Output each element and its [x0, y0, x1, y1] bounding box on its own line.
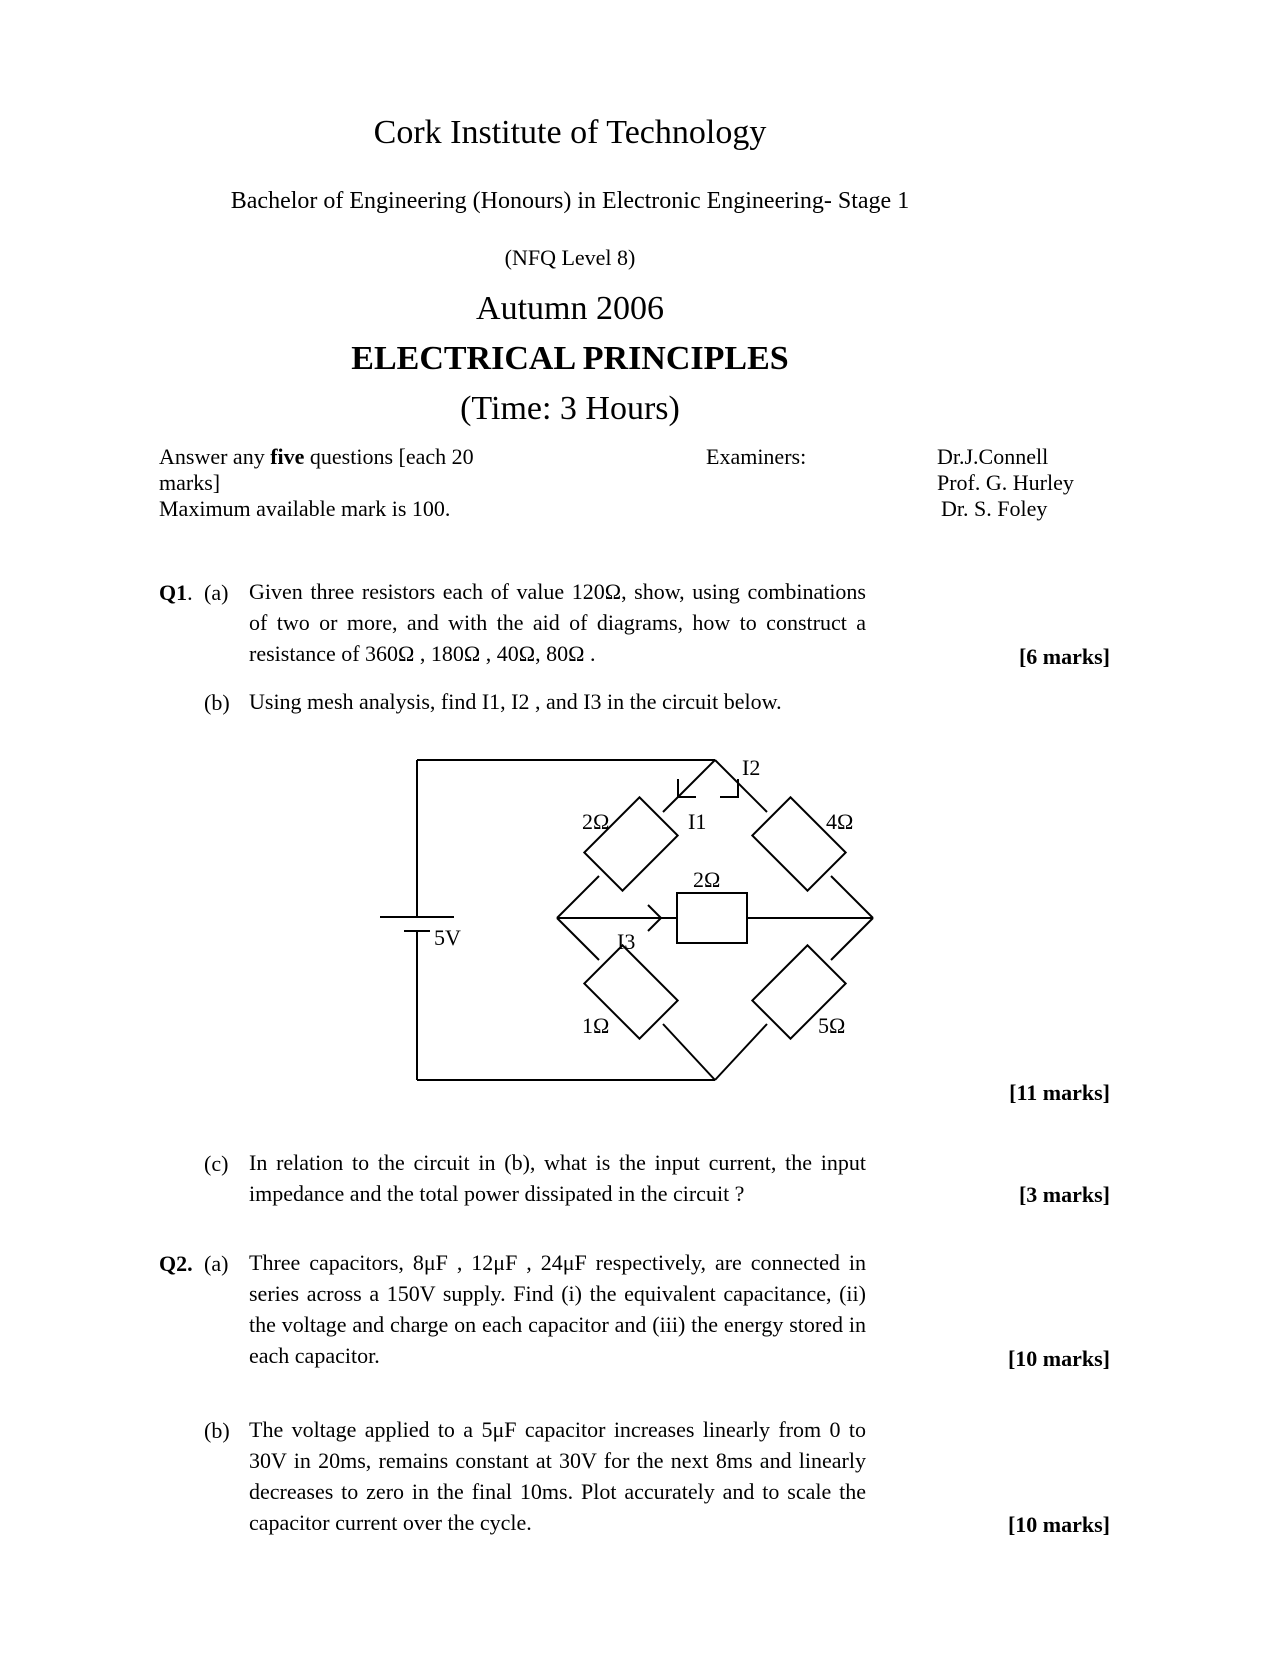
- q2-label: Q2.: [159, 1251, 193, 1276]
- q1-label: Q1.: [159, 580, 193, 605]
- source-label: 5V: [434, 925, 461, 950]
- institution-title: Cork Institute of Technology: [373, 114, 767, 151]
- current-i2-label: I2: [742, 755, 761, 780]
- examiner-name: Prof. G. Hurley: [937, 470, 1074, 495]
- q2b-marks: [10 marks]: [1007, 1512, 1110, 1537]
- nfq-level: (NFQ Level 8): [504, 245, 636, 270]
- q2a-label: (a): [204, 1251, 229, 1276]
- r-bottom-right-label: 5Ω: [818, 1013, 846, 1038]
- q1a-marks: [6 marks]: [1018, 644, 1110, 669]
- q1a-label: (a): [204, 580, 229, 605]
- q1b-text: Using mesh analysis, find I1, I2 , and I3 in the circuit below.: [249, 689, 782, 714]
- examiners-list: [937, 444, 1074, 522]
- mesh-circuit-diagram: [370, 745, 890, 1095]
- wire-bottom-left-b: [663, 1024, 715, 1080]
- wire-bottom-left-a: [557, 918, 599, 960]
- wire-top-left-a: [663, 760, 715, 812]
- r-top-right-label: 4Ω: [826, 809, 854, 834]
- subject-title: ELECTRICAL PRINCIPLES: [351, 340, 789, 377]
- wire-top-right-b: [831, 876, 873, 918]
- examiner-name: Dr. S. Foley: [941, 496, 1048, 521]
- wire-top-left-b: [557, 876, 599, 918]
- instructions-answer: Answer any five questions [each 20 marks]: [159, 444, 474, 495]
- programme-title: Bachelor of Engineering (Honours) in Electronic Engineering- Stage 1: [230, 188, 910, 214]
- current-i1-label: I1: [688, 809, 707, 834]
- q2a-marks: [10 marks]: [1007, 1346, 1110, 1371]
- examiner-name: Dr.J.Connell: [937, 444, 1049, 469]
- q1c-marks: [3 marks]: [1018, 1182, 1110, 1207]
- current-i3-label: I3: [617, 929, 636, 954]
- wire-bottom-right-a: [831, 918, 873, 960]
- q1c-label: (c): [204, 1151, 229, 1176]
- q2a-text: Three capacitors, 8μF , 12μF , 24μF respectively, are connected in series across a 150V supply. Find (i) the equivalent capacitance, (ii) the voltage and charge on each capacitor and (iii) the energy stored in each capacitor.: [249, 1250, 866, 1368]
- q1b-label: (b): [204, 690, 230, 715]
- r-bottom-left-label: 1Ω: [582, 1013, 610, 1038]
- r-top-left-label: 2Ω: [582, 809, 610, 834]
- q1b-marks: [11 marks]: [1009, 1080, 1110, 1105]
- resistor-middle: [677, 893, 747, 943]
- q1c-text: In relation to the circuit in (b), what is the input current, the input impedance and the total power dissipated in the circuit ?: [249, 1150, 866, 1206]
- r-middle-label: 2Ω: [693, 867, 721, 892]
- instructions-max-mark: Maximum available mark is 100.: [159, 496, 451, 521]
- examiners-label: Examiners:: [706, 444, 807, 469]
- wire-bottom-right-b: [715, 1024, 767, 1080]
- instructions: [159, 444, 539, 522]
- exam-session: Autumn 2006: [476, 290, 664, 327]
- q2b-text: The voltage applied to a 5μF capacitor increases linearly from 0 to 30V in 20ms, remains constant at 30V for the next 8ms and linearly decreases to zero in the final 10ms. Plot accurately and to scale the capacitor current over the cycle.: [249, 1417, 866, 1535]
- q1a-text: Given three resistors each of value 120Ω, show, using combinations of two or more, and with the aid of diagrams, how to construct a resistance of 360Ω , 180Ω , 40Ω, 80Ω .: [249, 579, 866, 666]
- instructions-bold: five: [270, 444, 305, 469]
- exam-duration: (Time: 3 Hours): [460, 390, 680, 427]
- q2b-label: (b): [204, 1418, 230, 1443]
